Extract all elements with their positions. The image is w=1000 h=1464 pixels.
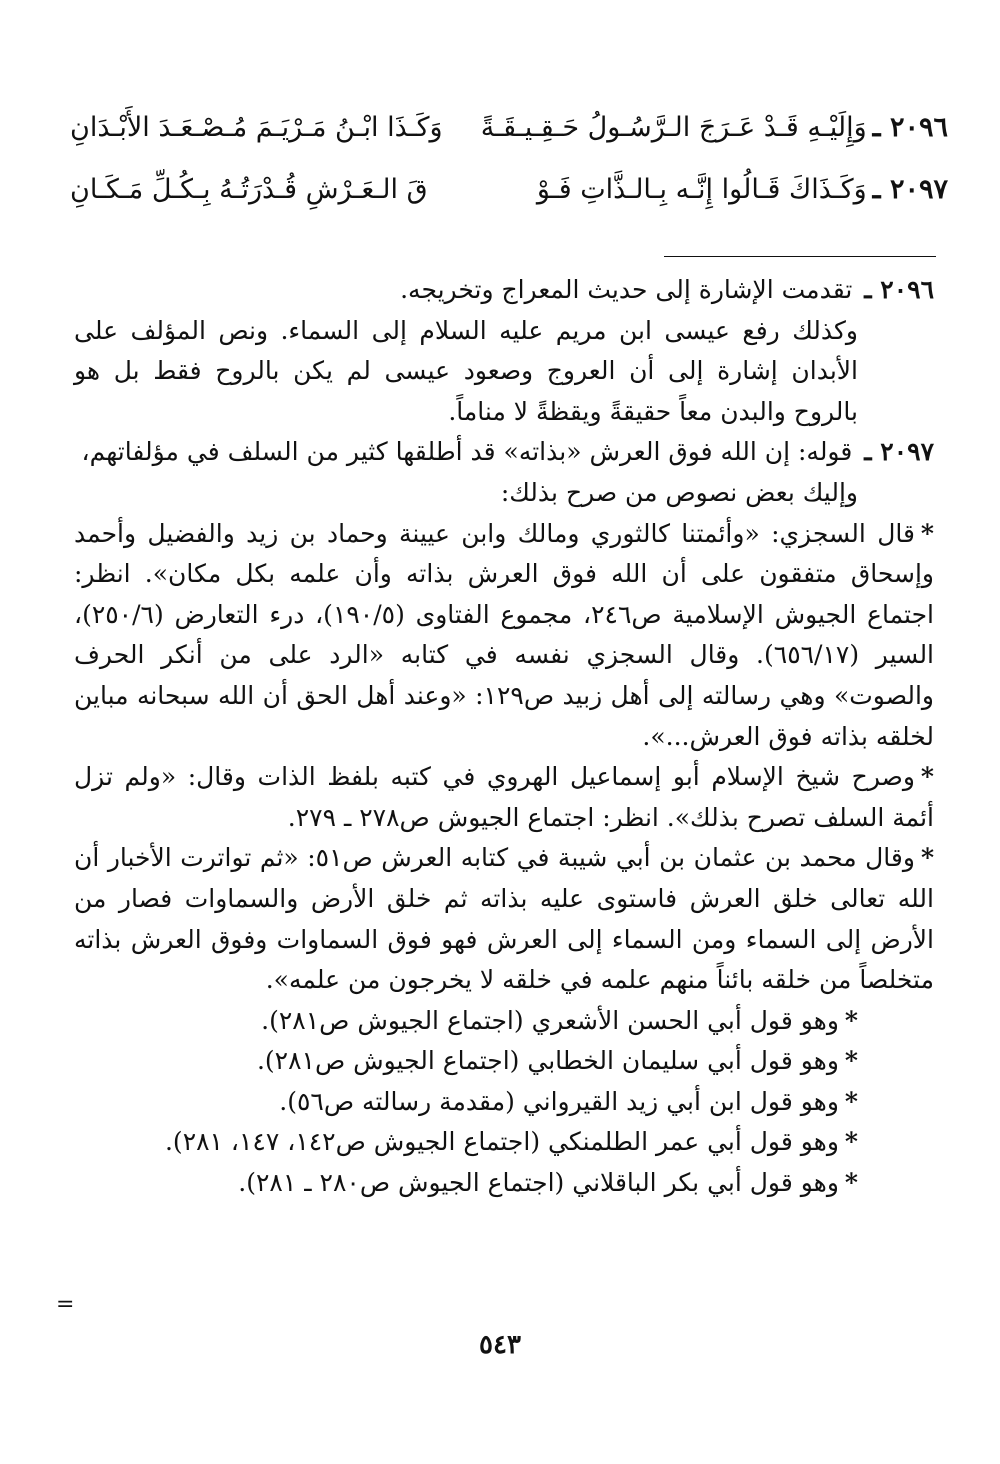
footnote-text: قوله: إن الله فوق العرش «بذاته» قد أطلقها كثير من السلف في مؤلفاتهم، (81, 437, 853, 467)
page-number: ٥٤٣ (479, 1330, 521, 1360)
star-bullet: * (920, 762, 934, 792)
continuation-mark: = (56, 1292, 75, 1317)
list-item (74, 1122, 934, 1163)
list-item (74, 1001, 934, 1042)
star-bullet: * (844, 1046, 858, 1076)
verse-2097 (70, 174, 948, 236)
list-item-text: وهو قول أبي بكر الباقلاني (اجتماع الجيوش ص٢٨٠ ـ ٢٨١). (238, 1168, 839, 1198)
paragraph-text: قال السجزي: «وأئمتنا كالثوري ومالك وابن عيينة وحماد بن زيد والفضيل وأحمد وإسحاق متفقون على أن الله فوق العرش بذاته وأن علمه بكل مكان». انظر: اجتماع الجيوش الإسلامية ص٢٤٦، مجموع الفتاوى (١٩٠/٥)، درء التعارض (٢٥٠/٦)، السير (٦٥٦/١٧). وقال السجزي نفسه في كتابه «الرد على من أنكر الحرف والصوت» وهي رسالته إلى أهل زبيد ص١٢٩: «وعند أهل الحق أن الله سبحانه مباين لخلقه بذاته فوق العرش...». (74, 518, 935, 751)
footnote-separator (664, 256, 936, 257)
footnote-text: تقدمت الإشارة إلى حديث المعراج وتخريجه. (400, 275, 853, 304)
star-bullet: * (920, 843, 935, 873)
list-item-text: وهو قول أبي الحسن الأشعري (اجتماع الجيوش ص٢٨١). (261, 1005, 839, 1035)
star-bullet: * (844, 1127, 858, 1157)
paragraph-text: وقال محمد بن عثمان بن أبي شيبة في كتابه العرش ص٥١: «ثم تواترت الأخبار أن الله تعالى خلق العرش فاستوى عليه بذاته ثم خلق الأرض والسماوات فصار من الأرض إلى السماء ومن السماء إلى العرش فهو فوق السماوات وفوق العرش بذاته متخلصاً من خلقه بائناً منهم علمه في خلقه لا يخرجون من علمه». (74, 843, 934, 995)
quote-ibn-abi-shayba (74, 838, 934, 1000)
footnotes (74, 270, 934, 1204)
footnote-number: ٢٠٩٧ ـ (864, 437, 934, 467)
verse-number: ٢٠٩٧ ـ (872, 174, 948, 205)
verse-second-hemistich: وَكَـذَا ابْـنُ مَـرْيَـمَ مُـصْـعَـدَ الأَبْـدَانِ (69, 112, 443, 143)
footnote-2096-body: وكذلك رفع عيسى ابن مريم عليه السلام إلى السماء. ونص المؤلف على الأبدان إشارة إلى أن العروج وصعود عيسى لم يكن بالروح فقط بل هو بالروح والبدن معاً حقيقةً ويقظةً لا مناماً. (74, 315, 858, 426)
star-bullet: * (844, 1005, 858, 1035)
verse-second-hemistich: قَ الـعَـرْشِ قُـدْرَتُـهُ بِـكُـلِّ مَـكَـانِ (69, 174, 428, 205)
footnote-2096-head (74, 270, 934, 311)
verse-first-hemistich: وَكَـذَاكَ قَـالُوا إِنَّـه بِـالـذَّاتِ فَـوْ (536, 174, 867, 205)
verses-block (70, 112, 948, 236)
quote-sijzi (74, 514, 934, 758)
verse-number: ٢٠٩٦ ـ (872, 112, 948, 143)
list-item (74, 1163, 934, 1204)
list-item-text: وهو قول أبي عمر الطلمنكي (اجتماع الجيوش ص١٤٢، ١٤٧، ٢٨١). (164, 1127, 839, 1157)
footnote-number: ٢٠٩٦ ـ (864, 275, 934, 304)
list-item (74, 1041, 934, 1082)
footnote-2097-head (74, 432, 934, 473)
quote-harawi (74, 757, 934, 838)
list-item (74, 1082, 934, 1123)
footnote-2097-intro: وإليك بعض نصوص من صرح بذلك: (500, 477, 858, 507)
star-bullet: * (844, 1168, 858, 1198)
verse-first-hemistich: وَإِلَيْـهِ قَـدْ عَـرَجَ الـرَّسُـولُ حَـقِـيـقَـةً (480, 112, 867, 143)
star-bullet: * (920, 518, 934, 548)
star-bullet: * (844, 1086, 858, 1116)
paragraph-text: وصرح شيخ الإسلام أبو إسماعيل الهروي في كتبه بلفظ الذات وقال: «ولم تزل أئمة السلف تصرح بذلك». انظر: اجتماع الجيوش ص٢٧٨ ـ ٢٧٩. (74, 762, 934, 832)
list-item-text: وهو قول ابن أبي زيد القيرواني (مقدمة رسالته ص٥٦). (279, 1086, 839, 1116)
list-item-text: وهو قول أبي سليمان الخطابي (اجتماع الجيوش ص٢٨١). (256, 1046, 839, 1076)
verse-2096 (70, 112, 948, 174)
